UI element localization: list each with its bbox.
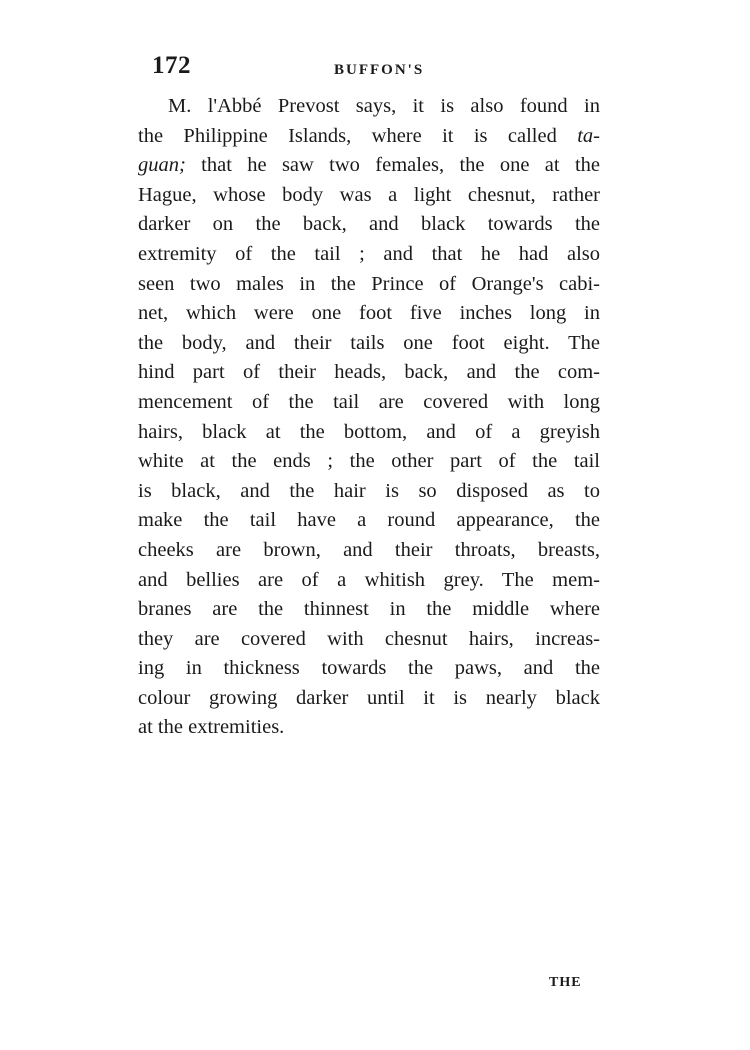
text-line: is black, and the hair is so disposed as to xyxy=(138,479,600,502)
text-line: mencement of the tail are covered with long xyxy=(138,390,600,413)
page-number: 172 xyxy=(152,52,191,79)
body-paragraph xyxy=(138,92,600,743)
text-line: branes are the thinnest in the middle where xyxy=(138,598,600,621)
text-line: hairs, black at the bottom, and of a greyish xyxy=(138,420,600,443)
text-line: guan; that he saw two females, the one at the xyxy=(138,154,600,177)
text-line: cheeks are brown, and their throats, breasts, xyxy=(138,538,600,561)
text-line: seen two males in the Prince of Orange's cabi- xyxy=(138,272,600,295)
text-line: the body, and their tails one foot eight. The xyxy=(138,331,600,354)
text-line: Hague, whose body was a light chesnut, rather xyxy=(138,183,600,206)
text-line: darker on the back, and black towards the xyxy=(138,213,600,236)
text-line: they are covered with chesnut hairs, increas- xyxy=(138,627,600,650)
text-line: at the extremities. xyxy=(138,716,285,739)
text-line: the Philippine Islands, where it is called ta- xyxy=(138,124,601,147)
italic-word: guan; xyxy=(138,154,186,177)
catchword: THE xyxy=(549,975,582,990)
text-line: extremity of the tail ; and that he had also xyxy=(138,242,600,265)
italic-word: ta- xyxy=(577,124,601,147)
text-line: colour growing darker until it is nearly black xyxy=(138,686,600,709)
running-head: BUFFON'S xyxy=(334,62,425,78)
text-line: ing in thickness towards the paws, and the xyxy=(138,657,600,680)
text-line: hind part of their heads, back, and the com- xyxy=(138,361,600,384)
text-line: white at the ends ; the other part of the tail xyxy=(138,450,600,473)
text-line: M. l'Abbé Prevost says, it is also found in xyxy=(168,95,600,117)
text-line: and bellies are of a whitish grey. The mem- xyxy=(138,568,600,591)
text-line: net, which were one foot five inches long in xyxy=(138,302,600,325)
text-line: make the tail have a round appearance, the xyxy=(138,509,600,532)
